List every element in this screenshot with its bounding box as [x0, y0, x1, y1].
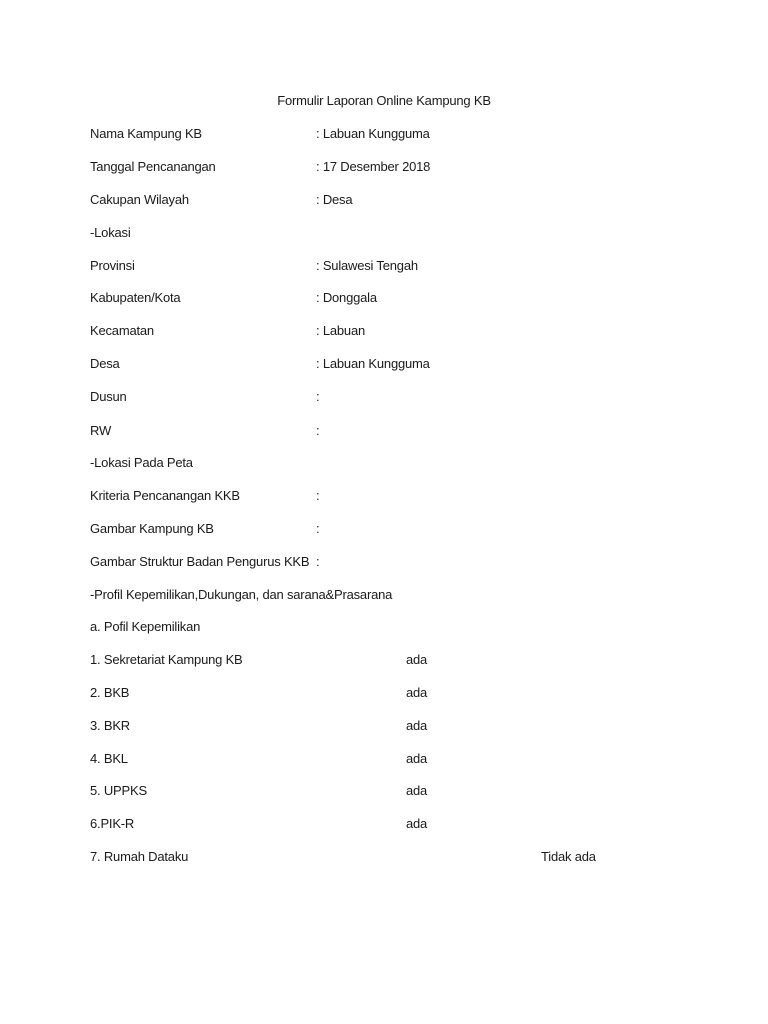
- section-lokasi: -Lokasi: [90, 225, 131, 240]
- item-label: 6.PIK-R: [90, 816, 135, 831]
- field-value: : Donggala: [316, 290, 377, 305]
- list-item: [0, 717, 768, 735]
- item-label: 7. Rumah Dataku: [90, 849, 189, 864]
- field-value: :: [316, 488, 320, 503]
- field-provinsi: [0, 257, 768, 275]
- field-label: RW: [90, 423, 112, 438]
- field-value: :: [316, 521, 320, 536]
- field-label: Tanggal Pencanangan: [90, 159, 216, 174]
- item-status: Tidak ada: [541, 849, 596, 864]
- field-label: Nama Kampung KB: [90, 126, 202, 141]
- item-label: 2. BKB: [90, 685, 130, 700]
- field-value: : Sulawesi Tengah: [316, 258, 418, 273]
- field-value: : Desa: [316, 192, 353, 207]
- item-status: ada: [406, 816, 428, 831]
- item-label: 4. BKL: [90, 751, 128, 766]
- field-label: Kabupaten/Kota: [90, 290, 181, 305]
- field-label: Dusun: [90, 389, 127, 404]
- list-item: [0, 782, 768, 800]
- field-label: Kecamatan: [90, 323, 154, 338]
- field-nama-kampung: [0, 125, 768, 143]
- list-item: [0, 815, 768, 833]
- list-item: [0, 750, 768, 768]
- list-item: [0, 684, 768, 702]
- item-status: ada: [406, 718, 428, 733]
- field-gambar-struktur: [0, 553, 768, 571]
- field-label: Gambar Struktur Badan Pengurus KKB: [90, 554, 310, 569]
- section-profil: -Profil Kepemilikan,Dukungan, dan sarana&Prasarana: [90, 587, 393, 602]
- field-rw: [0, 422, 768, 440]
- list-item: [0, 848, 768, 866]
- item-status: ada: [406, 652, 428, 667]
- field-value: :: [316, 389, 320, 404]
- field-value: :: [316, 423, 320, 438]
- list-item: [0, 651, 768, 669]
- field-value: : Labuan Kungguma: [316, 356, 430, 371]
- field-gambar-kampung: [0, 520, 768, 538]
- field-tanggal-pencanangan: [0, 158, 768, 176]
- item-label: 1. Sekretariat Kampung KB: [90, 652, 243, 667]
- item-status: ada: [406, 685, 428, 700]
- field-value: : Labuan: [316, 323, 366, 338]
- document-title: Formulir Laporan Online Kampung KB: [277, 93, 491, 108]
- field-label: Provinsi: [90, 258, 135, 273]
- item-label: 5. UPPKS: [90, 783, 147, 798]
- field-label: Cakupan Wilayah: [90, 192, 189, 207]
- field-value: :: [316, 554, 320, 569]
- item-status: ada: [406, 751, 428, 766]
- subsection-pofil-kepemilikan: a. Pofil Kepemilikan: [90, 619, 201, 634]
- item-status: ada: [406, 783, 428, 798]
- field-desa: [0, 355, 768, 373]
- field-label: Desa: [90, 356, 120, 371]
- field-dusun: [0, 388, 768, 406]
- section-lokasi-peta: -Lokasi Pada Peta: [90, 455, 193, 470]
- field-cakupan-wilayah: [0, 191, 768, 209]
- field-value: : Labuan Kungguma: [316, 126, 430, 141]
- field-kecamatan: [0, 322, 768, 340]
- field-label: Kriteria Pencanangan KKB: [90, 488, 240, 503]
- field-kriteria-pencanangan: [0, 487, 768, 505]
- field-value: : 17 Desember 2018: [316, 159, 431, 174]
- field-kabupaten-kota: [0, 289, 768, 307]
- item-label: 3. BKR: [90, 718, 130, 733]
- field-label: Gambar Kampung KB: [90, 521, 214, 536]
